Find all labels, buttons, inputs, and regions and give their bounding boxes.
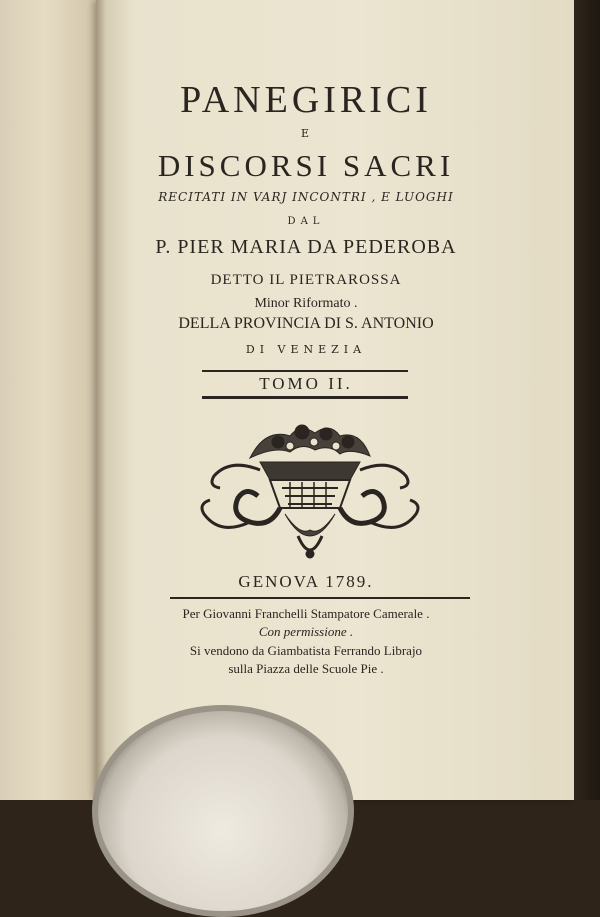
permission-line: Con permissione .: [258, 624, 354, 639]
author-alias: DETTO IL PIETRAROSSA: [210, 272, 402, 288]
subtitle: RECITATI IN VARJ INCONTRI , E LUOGHI: [158, 190, 454, 204]
volume-number: TOMO II.: [259, 374, 353, 393]
province: DELLA PROVINCIA DI S. ANTONIO: [178, 315, 434, 332]
printer-line: Per Giovanni Franchelli Stampatore Camerale .: [182, 606, 430, 621]
title-conjunction: E: [300, 127, 312, 140]
floral-basket-ornament-icon: [190, 418, 430, 568]
main-title: PANEGIRICI: [180, 79, 432, 121]
religious-order: Minor Riformato .: [254, 296, 358, 311]
city: DI VENEZIA: [245, 343, 367, 356]
seller-address-line: sulla Piazza delle Scuole Pie .: [228, 661, 384, 676]
magnifier-lens: [92, 705, 354, 917]
seller-line: Si vendono da Giambatista Ferrando Librajo: [189, 643, 423, 658]
imprint-place-date: GENOVA 1789.: [238, 572, 374, 591]
author-name: P. PIER MARIA DA PEDEROBA: [155, 236, 457, 258]
second-title: DISCORSI SACRI: [157, 148, 455, 183]
rule-imprint: [170, 597, 470, 599]
rule-top: [202, 370, 408, 372]
by-line: DAL: [287, 216, 325, 227]
rule-bottom: [202, 396, 408, 399]
